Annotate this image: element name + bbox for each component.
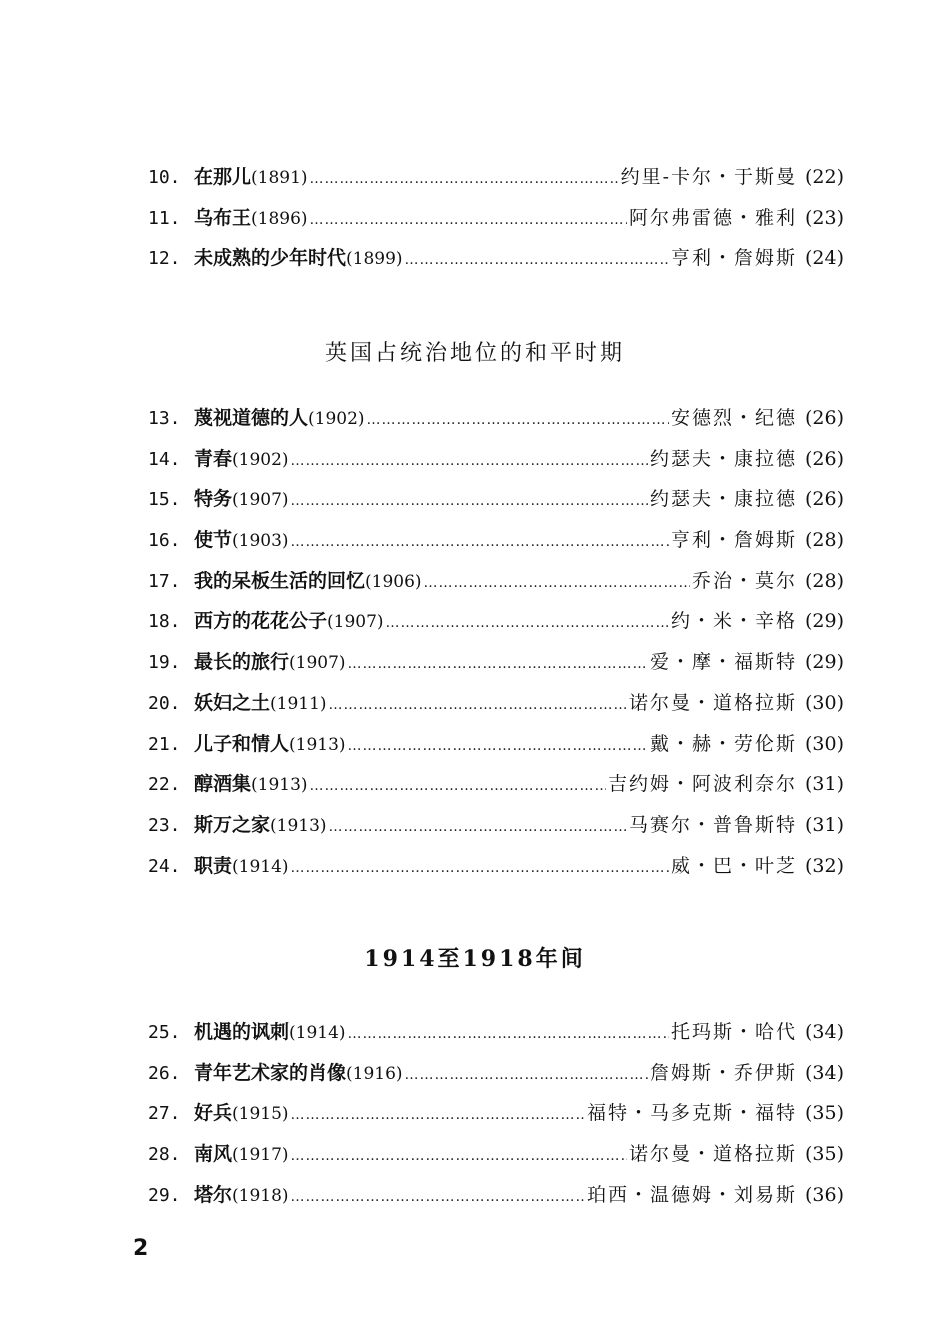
entry-year: (1913): [270, 815, 327, 836]
entry-number: 23.: [148, 814, 181, 836]
entry-year: (1896): [251, 208, 308, 229]
page-number: 2: [133, 1236, 149, 1261]
entry-author: 爱・摩・福斯特: [649, 651, 797, 674]
entry-year: (1914): [289, 1023, 346, 1043]
entry-page: (30): [804, 691, 844, 714]
entry-title: 塔尔: [194, 1183, 233, 1206]
entry-number: 20.: [148, 692, 181, 714]
entry-title: 儿子和情人: [194, 732, 290, 755]
entry-number: 14.: [148, 448, 181, 470]
leader-dots: [291, 848, 669, 889]
entry-author: 詹姆斯・乔伊斯: [649, 1061, 797, 1084]
entry-author: 约瑟夫・康拉德: [649, 488, 797, 511]
entry-title: 未成熟的少年时代: [194, 247, 347, 270]
toc-entry: [148, 805, 844, 846]
entry-number: 18.: [148, 611, 181, 633]
toc-entry: [148, 238, 844, 279]
leader-dots: [291, 441, 648, 482]
entry-title: 青年艺术家的肖像: [194, 1061, 347, 1084]
leader-dots: [424, 563, 690, 604]
entry-page: (31): [804, 813, 844, 836]
leader-dots: [291, 1136, 627, 1177]
entry-year: (1907): [289, 653, 346, 674]
leader-dots: [348, 726, 648, 767]
entry-number: 19.: [148, 652, 181, 674]
toc-section-war: [148, 1012, 844, 1215]
leader-dots: [310, 200, 627, 241]
entry-author: 阿尔弗雷德・雅利: [628, 206, 797, 229]
toc-entry: [148, 1134, 844, 1175]
entry-number: 29.: [148, 1184, 181, 1206]
entry-page: (35): [804, 1102, 844, 1125]
entry-year: (1899): [346, 249, 403, 270]
toc-entry: [148, 1093, 844, 1134]
entry-author: 珀西・温德姆・刘易斯: [586, 1183, 797, 1206]
entry-author: 福特・马多克斯・福特: [586, 1102, 797, 1125]
entry-number: 13.: [148, 408, 181, 429]
entry-page: (31): [804, 773, 844, 796]
entry-title: 南风: [194, 1143, 233, 1166]
entry-year: (1907): [327, 612, 384, 633]
entry-title: 最长的旅行: [194, 651, 290, 674]
entry-author: 约・米・辛格: [670, 610, 797, 633]
leader-dots: [291, 1177, 585, 1218]
entry-title: 在那儿: [194, 166, 252, 188]
toc-entry: [148, 398, 844, 439]
toc-section-intro: [148, 157, 844, 279]
entry-year: (1891): [251, 168, 308, 188]
section-heading-peace: 英国占统治地位的和平时期: [324, 341, 625, 366]
toc-entry: [148, 601, 844, 642]
entry-title: 职责: [194, 854, 233, 877]
section-heading-war: 1914至1918年间: [364, 946, 586, 972]
entry-number: 28.: [148, 1144, 181, 1166]
leader-dots: [291, 1095, 585, 1136]
entry-author: 戴・赫・劳伦斯: [649, 732, 797, 755]
entry-number: 12.: [148, 248, 181, 270]
leader-dots: [329, 807, 627, 848]
entry-title: 乌布王: [194, 206, 252, 229]
entry-year: (1902): [308, 409, 365, 429]
entry-title: 西方的花花公子: [194, 610, 328, 633]
toc-entry: [148, 479, 844, 520]
entry-page: (26): [804, 407, 844, 429]
entry-page: (28): [804, 529, 844, 552]
entry-number: 24.: [148, 855, 181, 877]
entry-year: (1913): [289, 734, 346, 755]
entry-number: 11.: [148, 207, 181, 229]
entry-page: (29): [804, 610, 844, 633]
entry-author: 亨利・詹姆斯: [670, 529, 797, 552]
entry-author: 约瑟夫・康拉德: [649, 447, 797, 470]
leader-dots: [310, 766, 606, 807]
toc-entry: [148, 157, 844, 198]
entry-year: (1916): [346, 1063, 403, 1084]
leader-dots: [310, 159, 619, 200]
entry-number: 15.: [148, 489, 181, 511]
entry-year: (1913): [251, 775, 308, 796]
entry-year: (1915): [232, 1104, 289, 1125]
leader-dots: [291, 481, 648, 522]
entry-number: 27.: [148, 1103, 181, 1125]
leader-dots: [329, 685, 627, 726]
leader-dots: [405, 240, 669, 281]
entry-year: (1911): [270, 693, 327, 714]
entry-title: 醇酒集: [194, 773, 252, 796]
toc-section-peace: [148, 398, 844, 886]
toc-entry: [148, 520, 844, 561]
entry-page: (28): [804, 569, 844, 592]
toc-entry: [148, 642, 844, 683]
leader-dots: [348, 644, 648, 685]
toc-entry: [148, 198, 844, 239]
entry-year: (1906): [365, 571, 422, 592]
entry-author: 乔治・莫尔: [691, 569, 797, 592]
entry-author: 马赛尔・普鲁斯特: [628, 813, 797, 836]
entry-number: 17.: [148, 570, 181, 592]
entry-title: 好兵: [194, 1102, 233, 1125]
entry-title: 特务: [194, 488, 233, 511]
entry-number: 26.: [148, 1062, 181, 1084]
entry-title: 使节: [194, 529, 233, 552]
entry-number: 22.: [148, 774, 181, 796]
leader-dots: [367, 400, 669, 441]
entry-author: 吉约姆・阿波利奈尔: [607, 773, 797, 796]
entry-year: (1903): [232, 531, 289, 552]
toc-entry: [148, 764, 844, 805]
entry-page: (30): [804, 732, 844, 755]
toc-entry: [148, 683, 844, 724]
leader-dots: [291, 522, 669, 563]
leader-dots: [348, 1014, 669, 1055]
entry-title: 机遇的讽刺: [194, 1021, 290, 1043]
toc-entry: [148, 561, 844, 602]
entry-title: 斯万之家: [194, 813, 271, 836]
entry-author: 亨利・詹姆斯: [670, 247, 797, 270]
entry-number: 25.: [148, 1022, 181, 1043]
entry-year: (1918): [232, 1185, 289, 1206]
entry-author: 托玛斯・哈代: [670, 1021, 797, 1043]
entry-title: 我的呆板生活的回忆: [194, 569, 366, 592]
entry-page: (29): [804, 651, 844, 674]
entry-number: 21.: [148, 733, 181, 755]
entry-page: (35): [804, 1143, 844, 1166]
entry-page: (32): [804, 854, 844, 877]
entry-title: 青春: [194, 447, 233, 470]
entry-page: (34): [804, 1061, 844, 1084]
entry-author: 诺尔曼・道格拉斯: [628, 691, 797, 714]
toc-entry: [148, 1012, 844, 1053]
entry-page: (26): [804, 488, 844, 511]
entry-page: (23): [804, 206, 844, 229]
entry-title: 蔑视道德的人: [194, 407, 309, 429]
entry-page: (34): [804, 1021, 844, 1043]
toc-entry: [148, 846, 844, 887]
entry-author: 安德烈・纪德: [670, 407, 797, 429]
toc-entry: [148, 724, 844, 765]
entry-page: (24): [804, 247, 844, 270]
entry-page: (22): [804, 166, 844, 188]
toc-entry: [148, 1053, 844, 1094]
entry-author: 诺尔曼・道格拉斯: [628, 1143, 797, 1166]
entry-author: 约里-卡尔・于斯曼: [620, 166, 797, 188]
entry-year: (1917): [232, 1145, 289, 1166]
entry-year: (1914): [232, 856, 289, 877]
leader-dots: [405, 1055, 648, 1096]
entry-page: (26): [804, 447, 844, 470]
entry-number: 16.: [148, 530, 181, 552]
entry-year: (1902): [232, 449, 289, 470]
entry-year: (1907): [232, 490, 289, 511]
toc-entry: [148, 439, 844, 480]
entry-page: (36): [804, 1183, 844, 1206]
entry-number: 10.: [148, 167, 181, 188]
toc-entry: [148, 1175, 844, 1216]
entry-title: 妖妇之土: [194, 691, 271, 714]
leader-dots: [386, 603, 669, 644]
entry-author: 威・巴・叶芝: [670, 854, 797, 877]
